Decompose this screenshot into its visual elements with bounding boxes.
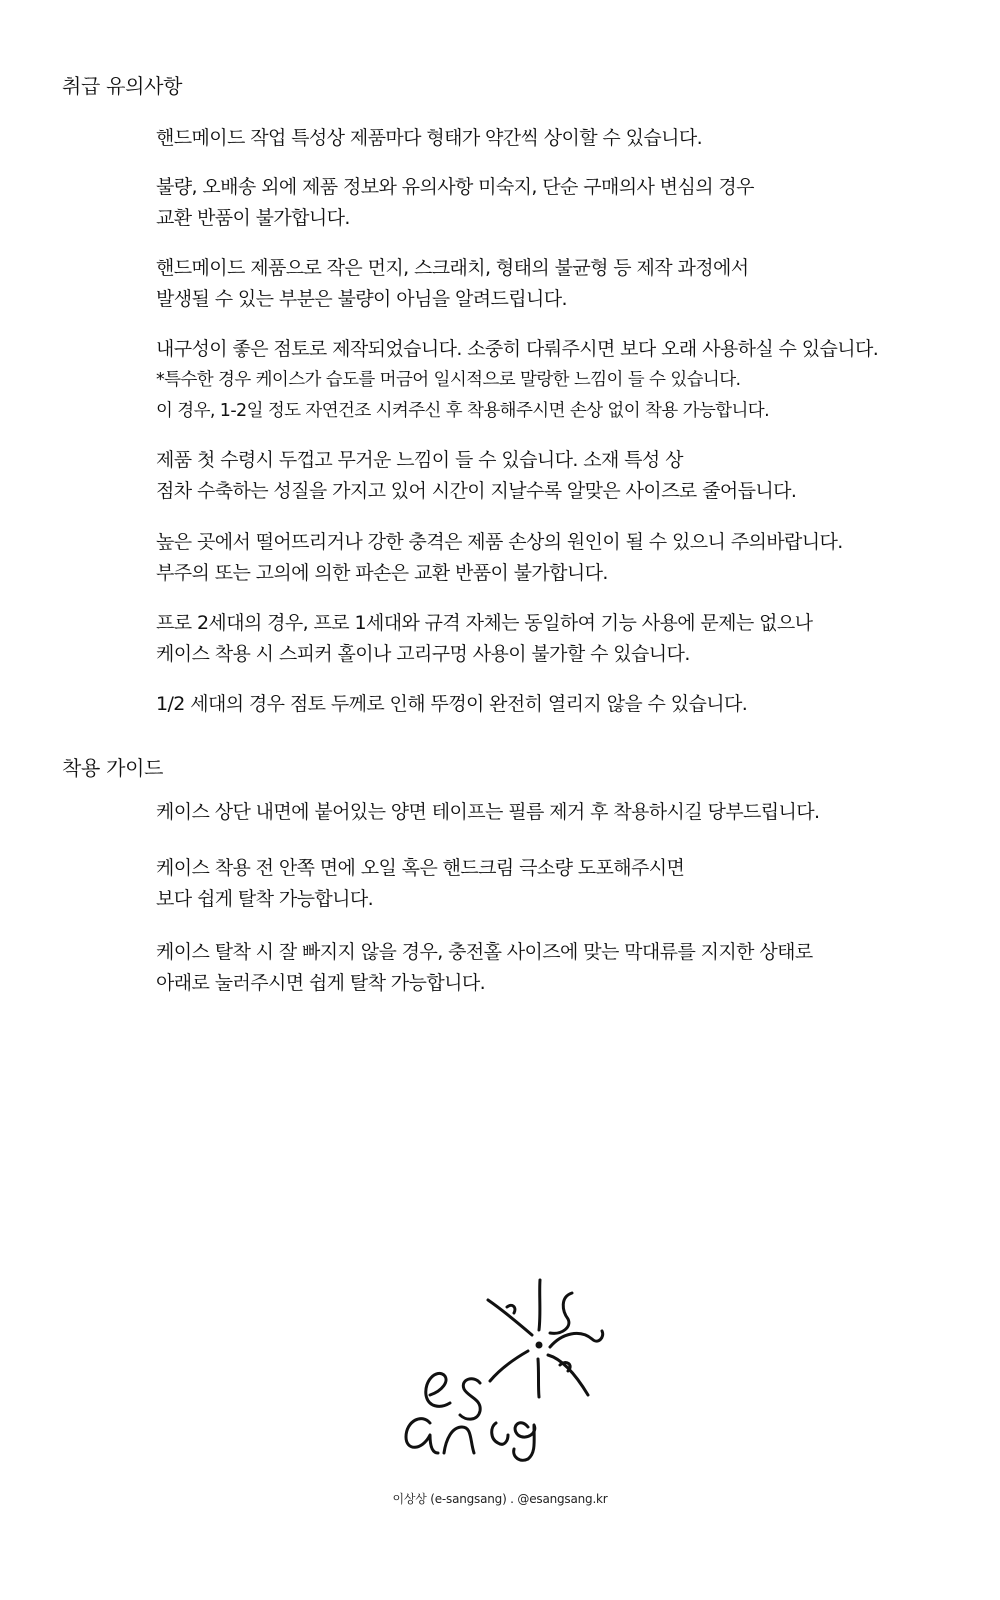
care-item-6 bbox=[156, 527, 843, 589]
care-item-2-line-2: 교환 반품이 불가합니다. bbox=[156, 207, 350, 229]
guide-item-1 bbox=[156, 797, 819, 828]
guide-item-1-line-1: 케이스 상단 내면에 붙어있는 양면 테이프는 필름 제거 후 착용하시길 당부드립니다. bbox=[156, 801, 820, 823]
care-item-2 bbox=[156, 172, 754, 234]
esangsang-handwritten-logo-icon bbox=[400, 1255, 640, 1465]
guide-item-3-line-2: 아래로 눌러주시면 쉽게 탈착 가능합니다. bbox=[156, 972, 486, 994]
guide-heading: 착용 가이드 bbox=[62, 756, 164, 780]
logo-burst-ray bbox=[538, 1359, 539, 1397]
logo-letter-c bbox=[492, 1423, 508, 1444]
care-item-3-line-1: 핸드메이드 제품으로 작은 먼지, 스크래치, 형태의 불균형 등 제작 과정에서 bbox=[156, 257, 749, 279]
logo-letter-g bbox=[514, 1423, 535, 1460]
care-item-8-line-1: 1/2 세대의 경우 점토 두께로 인해 뚜껑이 완전히 열리지 않을 수 있습니다. bbox=[156, 693, 748, 715]
care-item-5-line-1: 제품 첫 수령시 두껍고 무거운 느낌이 들 수 있습니다. 소재 특성 상 bbox=[156, 449, 683, 471]
logo-letter-a bbox=[406, 1419, 438, 1453]
care-item-4 bbox=[156, 334, 878, 427]
care-item-1-line-1: 핸드메이드 작업 특성상 제품마다 형태가 약간씩 상이할 수 있습니다. bbox=[156, 127, 703, 149]
care-item-6-line-1: 높은 곳에서 떨어뜨리거나 강한 충격은 제품 손상의 원인이 될 수 있으니 주의바랍니다. bbox=[156, 531, 843, 553]
logo-burst-center bbox=[536, 1342, 543, 1349]
care-item-7 bbox=[156, 608, 812, 670]
care-item-3-line-2: 발생될 수 있는 부분은 불량이 아님을 알려드립니다. bbox=[156, 288, 567, 310]
care-heading: 취급 유의사항 bbox=[62, 74, 183, 98]
care-item-8 bbox=[156, 689, 747, 720]
guide-item-2-line-1: 케이스 착용 전 안쪽 면에 오일 혹은 핸드크림 극소량 도포해주시면 bbox=[156, 857, 685, 879]
logo-letter-e bbox=[426, 1373, 450, 1406]
care-item-4-note: *특수한 경우 케이스가 습도를 머금어 일시적으로 말랑한 느낌이 들 수 있습니다. bbox=[156, 370, 741, 390]
guide-item-3-line-1: 케이스 탈착 시 잘 빠지지 않을 경우, 충전홀 사이즈에 맞는 막대류를 지지한 상태로 bbox=[156, 941, 813, 963]
logo-burst-ray bbox=[548, 1355, 588, 1395]
guide-item-2-line-2: 보다 쉽게 탈착 가능합니다. bbox=[156, 888, 374, 910]
guide-item-3 bbox=[156, 937, 813, 999]
care-item-5 bbox=[156, 445, 796, 507]
care-item-4-line-1: 내구성이 좋은 점토로 제작되었습니다. 소중히 다뤄주시면 보다 오래 사용하실 수 있습니다. bbox=[156, 338, 879, 360]
logo-letter-s bbox=[460, 1379, 480, 1419]
logo-burst-loop bbox=[507, 1305, 515, 1313]
care-item-4-line-3: 이 경우, 1-2일 정도 자연건조 시켜주신 후 착용해주시면 손상 없이 착용 가능합니다. bbox=[156, 401, 770, 421]
logo-letter-n bbox=[444, 1427, 474, 1453]
care-item-3 bbox=[156, 253, 748, 315]
logo-burst-ray bbox=[550, 1293, 572, 1333]
logo-burst-ray bbox=[490, 1351, 528, 1381]
care-item-1 bbox=[156, 123, 702, 154]
care-item-2-line-1: 불량, 오배송 외에 제품 정보와 유의사항 미숙지, 단순 구매의사 변심의 경우 bbox=[156, 176, 754, 198]
care-item-7-line-2: 케이스 착용 시 스피커 홀이나 고리구멍 사용이 불가할 수 있습니다. bbox=[156, 643, 690, 665]
care-item-7-line-1: 프로 2세대의 경우, 프로 1세대와 규격 자체는 동일하여 기능 사용에 문제는 없으나 bbox=[156, 612, 813, 634]
care-item-5-line-2: 점차 수축하는 성질을 가지고 있어 시간이 지날수록 알맞은 사이즈로 줄어듭니다. bbox=[156, 480, 797, 502]
guide-item-2 bbox=[156, 853, 684, 915]
logo-burst-ray bbox=[539, 1280, 540, 1330]
care-item-6-line-2: 부주의 또는 고의에 의한 파손은 교환 반품이 불가합니다. bbox=[156, 562, 608, 584]
footer-credit: 이상상 (e-sangsang) . @esangsang.kr bbox=[392, 1492, 608, 1506]
